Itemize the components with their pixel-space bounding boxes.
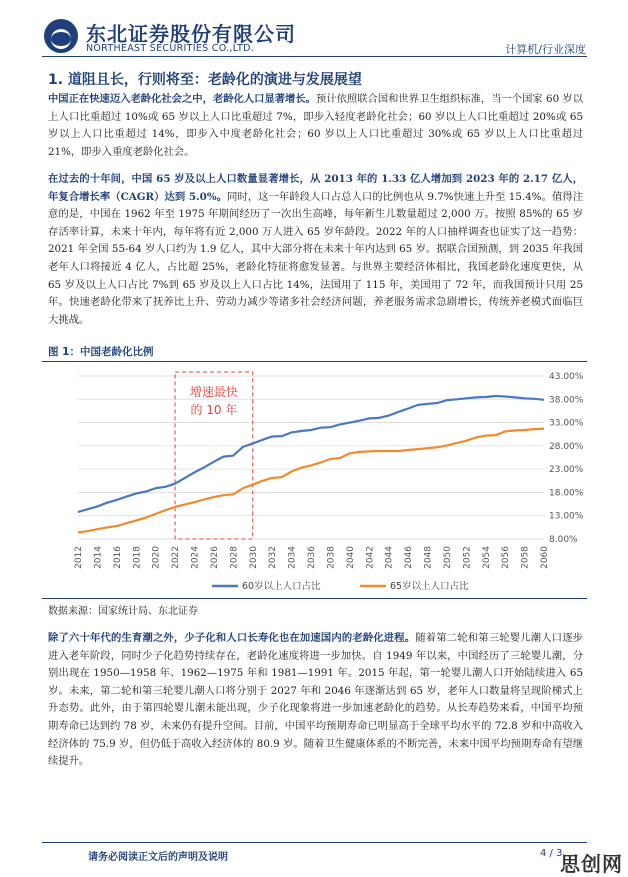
x-tick-label: 2012 (74, 546, 84, 569)
paragraph-2 (48, 171, 583, 329)
footer-divider (42, 842, 587, 843)
x-tick-label: 2028 (229, 546, 240, 569)
x-tick-label: 2022 (171, 546, 182, 569)
x-tick-label: 2044 (384, 546, 395, 569)
x-tick-label: 2024 (190, 546, 201, 569)
paragraph-1-lead: 中国正在快速迈入老龄化社会之中，老龄化人口显著增长。 (48, 93, 316, 105)
figure-bottom-divider (42, 598, 587, 599)
x-tick-label: 2042 (365, 546, 376, 569)
paragraph-1 (48, 91, 583, 161)
series-line-65plus (78, 429, 544, 533)
x-tick-label: 2056 (501, 546, 512, 569)
x-tick-label: 2060 (540, 546, 550, 569)
x-tick-label: 2016 (112, 546, 123, 569)
page-number: 4 / 3 (540, 848, 563, 859)
x-tick-label: 2050 (442, 546, 453, 569)
series-line-60plus (78, 396, 544, 512)
paragraph-2-lead: 在过去的十年间，中国 65 岁及以上人口数量显著增长，从 2013 年的 1.33 亿人增加到 2023 年的 2.17 亿人，年复合增长率（CAGR）达到 5.0%。 (48, 173, 583, 203)
y-tick-label: 18.00% (549, 488, 584, 499)
site-watermark: 思创网 (560, 852, 623, 876)
y-tick-label: 8.00% (549, 535, 578, 545)
figure-source: 数据来源：国家统计局、东北证券 (48, 606, 198, 617)
x-tick-label: 2052 (462, 546, 473, 569)
y-tick-label: 43.00% (549, 372, 584, 382)
y-tick-label: 33.00% (549, 418, 584, 429)
y-tick-label: 38.00% (549, 395, 584, 406)
legend-label: 65岁以上人口占比 (390, 581, 469, 592)
company-logo-icon (44, 19, 78, 53)
x-tick-label: 2030 (248, 546, 259, 569)
y-tick-label: 28.00% (549, 441, 584, 452)
annotation-label-line1: 增速最快 (189, 385, 238, 399)
figure-title: 图 1：中国老龄化比例 (48, 346, 154, 358)
report-category: 计算机/行业深度 (505, 43, 586, 56)
disclaimer-notice: 请务必阅读正文后的声明及说明 (88, 852, 228, 863)
x-tick-label: 2046 (404, 546, 415, 569)
x-tick-label: 2058 (520, 546, 531, 569)
figure-top-divider (42, 361, 587, 362)
x-tick-label: 2034 (287, 546, 298, 569)
x-tick-label: 2038 (326, 546, 337, 569)
x-tick-label: 2054 (481, 546, 492, 569)
header-divider (42, 56, 587, 57)
x-tick-label: 2026 (209, 546, 220, 569)
y-tick-label: 13.00% (549, 511, 584, 522)
x-tick-label: 2018 (132, 546, 143, 569)
aging-ratio-chart (44, 364, 589, 604)
x-tick-label: 2020 (151, 546, 162, 569)
paragraph-3-body: 随着第二轮和第三轮婴儿潮人口逐步进入老年阶段，同时少子化趋势持续存在，老龄化速度将进一步加快。自 1949 年以来，中国经历了三轮婴儿潮，分别出现在 1950—1958 年、1962—1975 年和 1981—1991 年。2015 年起，第一轮婴儿潮人口开始陆续进入 65 岁。未来，第二轮和第三轮婴儿潮人口将分别于 2027 年和 2046 年逐渐达到 65 岁，老年人口数量将呈现阶梯式上升态势。此外，由于第四轮婴儿潮未能出现，少子化现象将进一步加速老龄化的趋势。从长寿趋势来看，中国平均预期寿命已达到约 78 岁，未来仍有提升空间。目前，中国平均预期寿命已明显高于全球平均水平的 72.8 岁和中高收入经济体的 75.9 岁，但仍低于高收入经济体的 80.9 岁。随着卫生健康体系的不断完善，未来中国平均预期寿命有望继续提升。 (48, 632, 584, 768)
paragraph-1-body: 预计依照联合国和世界卫生组织标准，当一个国家 60 岁以上人口比重超过 10%或 65 岁以上人口比重超过 7%，即步入轻度老龄化社会；60 岁以上人口比重超过 20%或 65 岁以上人口比重超过 14%，即步入中度老龄化社会；60 岁以上人口比重超过 30%或 65 岁以上人口比重超过 21%，即步入重度老龄化社会。 (48, 93, 584, 158)
x-tick-label: 2048 (423, 546, 434, 569)
paragraph-3 (48, 630, 583, 771)
paragraph-2-body: 同时，这一年龄段人口占总人口的比例也从 9.7%快速上升至 15.4%。值得注意的是，中国在 1962 年至 1975 年期间经历了一次出生高峰，每年新生儿数量超过 2,000 万。按照 85%的 65 岁存活率计算，未来十年内，每年将有近 2,000 万人进入 65 岁年龄段。2022 年的人口抽样调查也证实了这一趋势：2021 年全国 55-64 岁人口约为 1.9 亿人，其中大部分将在未来十年内达到 65 岁。据联合国预测，到 2035 年我国老年人口将接近 4 亿人，占比超 25%，老龄化特征将愈发显著。与世界主要经济体相比，我国老龄化速度更快，从 65 岁及以上人口占比 7%到 65 岁及以上人口占比 14%，法国用了 115 年，美国用了 72 年，而我国预计只用 25 年。快速老龄化带来了抚养比上升、劳动力减少等诸多社会经济问题，养老服务需求急剧增长，传统养老模式面临巨大挑战。 (48, 190, 583, 326)
company-name-en: NORTHEAST SECURITIES CO.,LTD. (86, 43, 255, 54)
section-heading: 1. 道阻且长，行则将至：老龄化的演进与发展展望 (48, 72, 362, 88)
x-tick-label: 2036 (307, 546, 317, 569)
x-tick-label: 2040 (345, 546, 356, 569)
x-tick-label: 2032 (268, 546, 279, 569)
x-tick-label: 2014 (93, 546, 104, 569)
company-name-cn: 东北证券股份有限公司 (86, 22, 296, 46)
paragraph-3-lead: 除了六十年代的生育潮之外，少子化和人口长寿化也在加速国内的老龄化进程。 (48, 632, 416, 644)
legend-label: 60岁以上人口占比 (242, 581, 321, 592)
annotation-label-line2: 的 10 年 (190, 403, 238, 417)
page-header (0, 0, 628, 60)
y-tick-label: 23.00% (549, 465, 584, 476)
